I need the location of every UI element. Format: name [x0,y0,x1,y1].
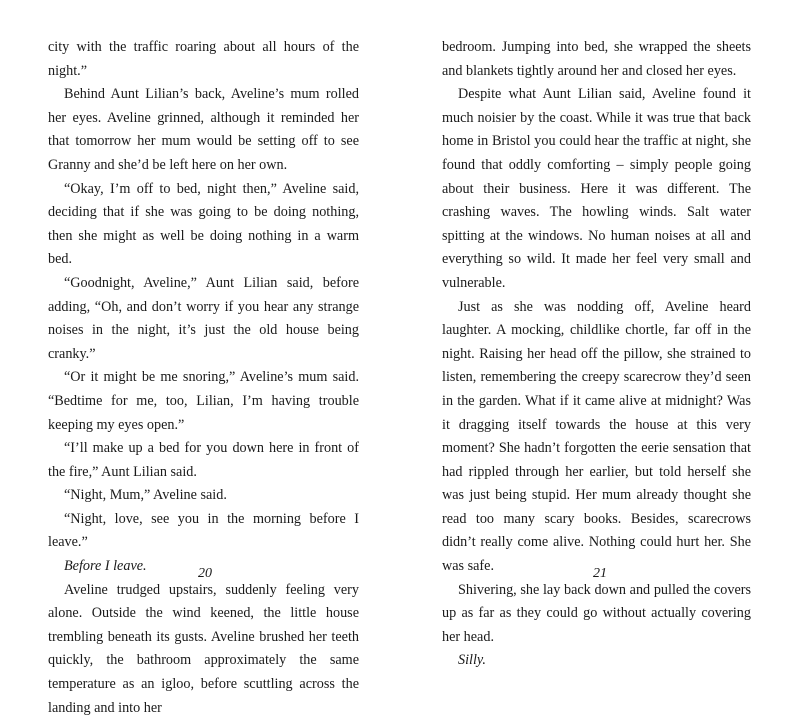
paragraph: Just as she was nodding off, Aveline heard laughter. A mocking, childlike chortle, far off in the night. Raising her head off the pillow, she strained to listen, remembering the creepy scarecrow they’d seen in the garden. What if it came alive at midnight? Was it dragging itself towards the house at this very moment? She hadn’t forgotten the eerie sensation that had rippled through her earlier, but told herself she was just being stupid. Her mum already thought she read too many scary books. Besides, scarecrows didn’t really come alive. Nothing could hurt her. She was safe. [442,298,751,575]
paragraph: “Goodnight, Aveline,” Aunt Lilian said, before adding, “Oh, and don’t worry if you hear any strange noises in the night, it’s just the old house being cranky.” [48,274,359,362]
paragraph: Shivering, she lay back down and pulled the covers up as far as they could go without actually covering her head. [442,581,751,645]
paragraph: “Night, Mum,” Aveline said. [64,487,227,504]
paragraph: Despite what Aunt Lilian said, Aveline found it much noisier by the coast. While it was true that back home in Bristol you could hear the traffic at night, she found that oddly comforting – simply people going about their business. Here it was different. The crashing waves. The howling winds. Salt water spitting at the windows. No human noises at all and everything so wild. It made her feel very small and vulnerable. [442,86,751,291]
paragraph: “Okay, I’m off to bed, night then,” Aveline said, deciding that if she was going to be doing nothing, then she might as well be doing nothing in a warm bed. [48,180,359,268]
left-page [0,0,400,716]
paragraph: city with the traffic roaring about all hours of the night.” [48,39,359,79]
page-number: 21 [593,566,607,581]
paragraph: “Or it might be me snoring,” Aveline’s mum said. “Bedtime for me, too, Lilian, I’m having trouble keeping my eyes open.” [48,369,359,433]
right-page [400,0,800,669]
italic-paragraph: Silly. [458,652,486,669]
paragraph: bedroom. Jumping into bed, she wrapped the sheets and blankets tightly around her and closed her eyes. [442,39,751,79]
italic-paragraph: Before I leave. [64,558,147,575]
paragraph: “Night, love, see you in the morning before I leave.” [48,510,359,551]
page-number: 20 [198,566,212,581]
paragraph: Behind Aunt Lilian’s back, Aveline’s mum rolled her eyes. Aveline grinned, although it reminded her that tomorrow her mum would be setting off to see Granny and she’d be left here on her own. [48,86,359,173]
paragraph: Aveline trudged upstairs, suddenly feeling very alone. Outside the wind keened, the little house trembling beneath its gusts. Aveline brushed her teeth quickly, the bathroom approximately the same temperature as an igloo, before scuttling across the landing and into her [48,581,359,716]
paragraph: “I’ll make up a bed for you down here in front of the fire,” Aunt Lilian said. [48,440,359,480]
left-page-text [48,36,359,720]
